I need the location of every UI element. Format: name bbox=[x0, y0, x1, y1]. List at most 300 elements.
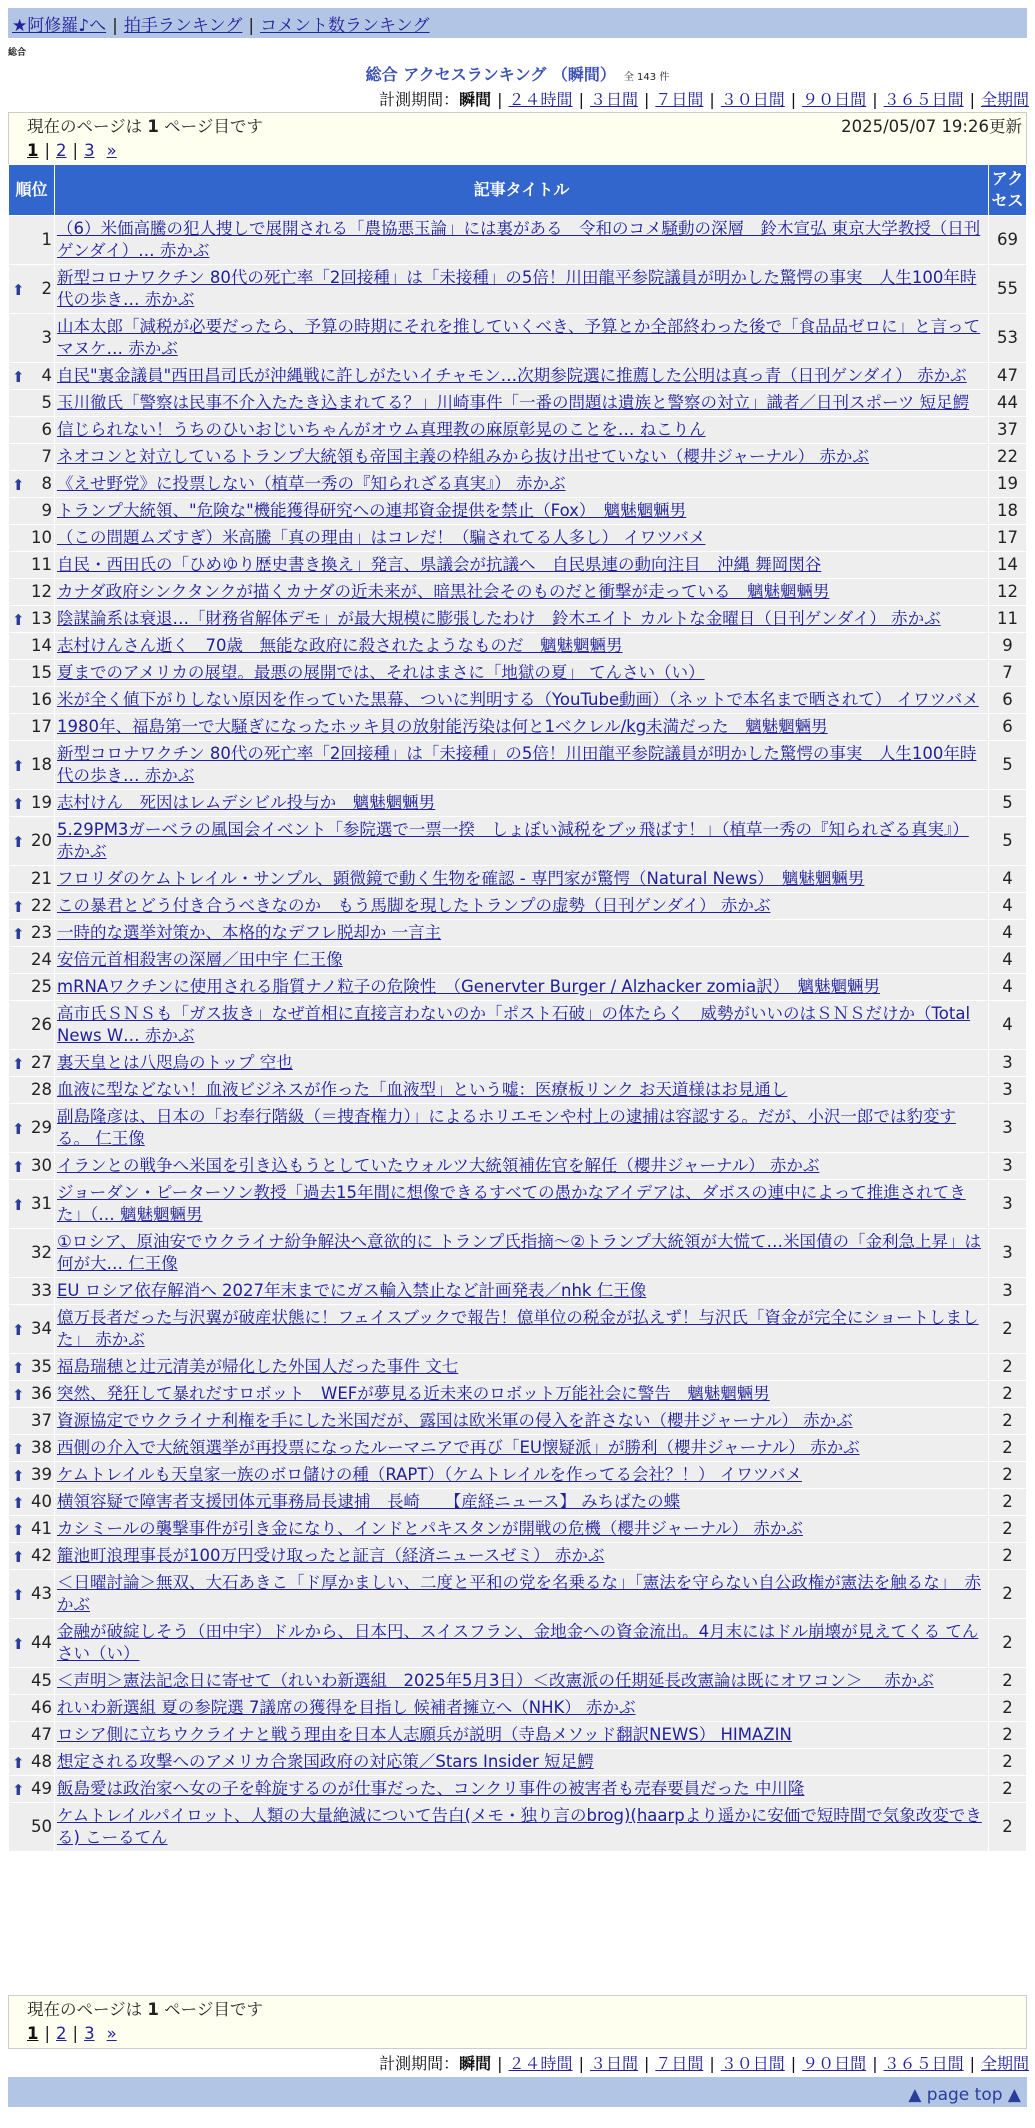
rank-number: 28 bbox=[31, 1080, 52, 1099]
up-arrow-icon: ⬆ bbox=[12, 1548, 25, 1566]
rank-number: 45 bbox=[31, 1671, 52, 1690]
article-title-link[interactable]: カナダ政府シンクタンクが描くカナダの近未来が、暗黒社会そのものだと衝撃が走っている 魑魅魍魎男 bbox=[57, 582, 830, 601]
up-arrow-icon: ⬆ bbox=[12, 1754, 25, 1772]
up-arrow-icon: ⬆ bbox=[12, 281, 25, 299]
access-count: 4 bbox=[989, 866, 1027, 893]
period-link-all[interactable]: 全期間 bbox=[980, 90, 1029, 109]
title-cell bbox=[55, 1462, 989, 1489]
rank-cell bbox=[9, 974, 55, 1001]
title-cell bbox=[55, 498, 989, 525]
next-page-link[interactable]: » bbox=[106, 141, 117, 160]
page-top-link[interactable]: ▲ page top ▲ bbox=[908, 2085, 1021, 2105]
period-link-24h[interactable]: ２４時間 bbox=[508, 90, 573, 109]
access-count: 2 bbox=[989, 1776, 1027, 1803]
access-count: 7 bbox=[989, 660, 1027, 687]
rank-number: 3 bbox=[41, 328, 52, 347]
title-cell bbox=[55, 1776, 989, 1803]
rank-number: 50 bbox=[31, 1817, 52, 1836]
rank-number: 48 bbox=[31, 1752, 52, 1771]
up-arrow-icon: ⬆ bbox=[12, 795, 25, 813]
access-count: 19 bbox=[989, 471, 1027, 498]
title-cell bbox=[55, 687, 989, 714]
table-row bbox=[9, 1180, 1027, 1229]
rank-cell bbox=[9, 579, 55, 606]
period-link-24h-bottom[interactable]: ２４時間 bbox=[508, 2054, 573, 2073]
article-title-link[interactable]: 金融が破綻しそう（田中宇）ドルから、日本円、スイスフラン、金地金への資金流出。4月末にはドル崩壊が見えてくる てんさい（い） bbox=[57, 1622, 979, 1663]
table-row bbox=[9, 1278, 1027, 1305]
table-row bbox=[9, 314, 1027, 363]
table-row bbox=[9, 1749, 1027, 1776]
access-count: 11 bbox=[989, 606, 1027, 633]
page-link-1-bottom: 1 bbox=[27, 2024, 39, 2043]
period-link-30d-bottom[interactable]: ３０日間 bbox=[720, 2054, 785, 2073]
rank-number: 34 bbox=[31, 1319, 52, 1338]
table-row bbox=[9, 1543, 1027, 1570]
table-row bbox=[9, 1381, 1027, 1408]
access-count: 17 bbox=[989, 525, 1027, 552]
rank-number: 16 bbox=[31, 690, 52, 709]
table-row bbox=[9, 1153, 1027, 1180]
updated-timestamp: 2025/05/07 19:26更新 bbox=[841, 117, 1022, 136]
article-title-link[interactable]: ケムトレイルも天皇家一族のボロ儲けの種（RAPT）（ケムトレイルを作ってる会社？！） イワツバメ bbox=[57, 1465, 802, 1484]
article-title-link[interactable]: 玉川徹氏「警察は民事不介入たたき込まれてる？」川崎事件「一番の問題は遺族と警察の対立」識者／日刊スポーツ 短足鰐 bbox=[57, 393, 970, 412]
rank-cell bbox=[9, 606, 55, 633]
table-row bbox=[9, 687, 1027, 714]
access-count: 4 bbox=[989, 1001, 1027, 1050]
rank-cell bbox=[9, 471, 55, 498]
title-cell bbox=[55, 552, 989, 579]
article-title-link[interactable]: 億万長者だった与沢翼が破産状態に！フェイスブックで報告！億単位の税金が払えず！与沢氏「資金が完全にショートしました」 赤かぶ bbox=[57, 1308, 979, 1349]
access-count: 2 bbox=[989, 1668, 1027, 1695]
title-cell bbox=[55, 1489, 989, 1516]
title-cell bbox=[55, 1305, 989, 1354]
period-label: 計測期間： bbox=[379, 90, 460, 109]
article-title-link[interactable]: 1980年、福島第一で大騒ぎになったホッキ貝の放射能汚染は何と1ベクレル/kg未満だった 魑魅魍魎男 bbox=[57, 717, 828, 736]
access-count: 6 bbox=[989, 687, 1027, 714]
article-title-link[interactable]: トランプ大統領、"危険な"機能獲得研究への連邦資金提供を禁止（Fox） 魑魅魍魎男 bbox=[57, 501, 687, 520]
rank-cell bbox=[9, 1381, 55, 1408]
rank-cell bbox=[9, 1229, 55, 1278]
rank-cell bbox=[9, 741, 55, 790]
top-nav-bar: ★阿修羅♪へ | 拍手ランキング | コメント数ランキング bbox=[8, 8, 1027, 38]
period-link-3d[interactable]: ３日間 bbox=[589, 90, 638, 109]
up-arrow-icon: ⬆ bbox=[12, 757, 25, 775]
article-title-link[interactable]: 想定される攻撃へのアメリカ合衆国政府の対応策／Stars Insider 短足鰐 bbox=[57, 1752, 594, 1771]
article-title-link[interactable]: 籠池町浪理事長が100万円受け取ったと証言（経済ニュースゼミ） 赤かぶ bbox=[57, 1546, 605, 1565]
article-title-link[interactable]: 自民"裏金議員"西田昌司氏が沖縄戦に許しがたいイチャモン…次期参院選に推薦した公明は真っ青（日刊ゲンダイ） 赤かぶ bbox=[57, 366, 967, 385]
article-title-link[interactable]: 西側の介入で大統領選挙が再投票になったルーマニアで再び「EU懐疑派」が勝利（櫻井ジャーナル） 赤かぶ bbox=[57, 1438, 860, 1457]
article-title-link[interactable]: 信じられない！うちのひいおじいちゃんがオウム真理教の麻原彰晃のことを… ねこりん bbox=[57, 420, 706, 439]
table-row bbox=[9, 1408, 1027, 1435]
col-access-header: アクセス bbox=[989, 165, 1027, 216]
table-row bbox=[9, 1803, 1027, 1852]
title-cell bbox=[55, 314, 989, 363]
page-link-2-bottom[interactable]: 2 bbox=[56, 2024, 67, 2043]
access-count: 3 bbox=[989, 1153, 1027, 1180]
rank-number: 26 bbox=[31, 1015, 52, 1034]
access-count: 2 bbox=[989, 1695, 1027, 1722]
rank-cell bbox=[9, 1668, 55, 1695]
table-row bbox=[9, 893, 1027, 920]
up-arrow-icon: ⬆ bbox=[12, 1586, 25, 1604]
rank-number: 18 bbox=[31, 755, 52, 774]
access-count: 3 bbox=[989, 1180, 1027, 1229]
article-title-link[interactable]: 志村けんさん逝く 70歳 無能な政府に殺されたようなものだ 魑魅魍魎男 bbox=[57, 636, 623, 655]
pagination: 1 | 2 | 3 » bbox=[27, 141, 117, 160]
title-cell bbox=[55, 1381, 989, 1408]
up-arrow-icon: ⬆ bbox=[12, 1321, 25, 1339]
table-row bbox=[9, 1001, 1027, 1050]
rank-number: 20 bbox=[31, 831, 52, 850]
access-count: 4 bbox=[989, 974, 1027, 1001]
rank-cell bbox=[9, 216, 55, 265]
up-arrow-icon: ⬆ bbox=[12, 1055, 25, 1073]
table-row bbox=[9, 579, 1027, 606]
article-title-link[interactable]: 血液に型などない！血液ビジネスが作った「血液型」という嘘：医療板リンク お天道様はお見通し bbox=[57, 1080, 788, 1099]
up-arrow-icon: ⬆ bbox=[12, 1521, 25, 1539]
up-arrow-icon: ⬆ bbox=[12, 1467, 25, 1485]
article-title-link[interactable]: （この問題ムズすぎ）米高騰「真の理由」はコレだ！（騙されてる人多し） イワツバメ bbox=[57, 528, 706, 547]
article-title-link[interactable]: 夏までのアメリカの展望。最悪の展開では、それはまさに「地獄の夏」 てんさい（い） bbox=[57, 663, 705, 682]
access-count: 2 bbox=[989, 1722, 1027, 1749]
rank-cell bbox=[9, 552, 55, 579]
title-cell bbox=[55, 1803, 989, 1852]
rank-number: 7 bbox=[41, 447, 52, 466]
table-row bbox=[9, 974, 1027, 1001]
access-count: 4 bbox=[989, 893, 1027, 920]
rank-cell bbox=[9, 314, 55, 363]
access-count: 5 bbox=[989, 741, 1027, 790]
up-arrow-icon: ⬆ bbox=[12, 1359, 25, 1377]
table-row bbox=[9, 1619, 1027, 1668]
rank-cell bbox=[9, 1050, 55, 1077]
table-row bbox=[9, 920, 1027, 947]
article-title-link[interactable]: 新型コロナワクチン 80代の死亡率「2回接種」は「未接種」の5倍！川田龍平参院議員が明かした驚愕の事実 人生100年時代の歩き… 赤かぶ bbox=[57, 268, 977, 309]
clap-ranking-link[interactable]: 拍手ランキング bbox=[123, 16, 243, 36]
access-count: 9 bbox=[989, 633, 1027, 660]
title-cell bbox=[55, 265, 989, 314]
article-title-link[interactable]: 横領容疑で障害者支援団体元事務局長逮捕 長崎 【産経ニュース】 みちばたの蝶 bbox=[57, 1492, 681, 1511]
rank-cell bbox=[9, 893, 55, 920]
table-row bbox=[9, 1668, 1027, 1695]
table-row bbox=[9, 552, 1027, 579]
rank-cell bbox=[9, 265, 55, 314]
title-cell bbox=[55, 216, 989, 265]
article-title-link[interactable]: 高市氏ＳＮＳも「ガス抜き」なぜ首相に直接言わないのか「ポスト石破」の体たらく 威勢がいいのはＳＮＳだけか（Total News W… 赤かぶ bbox=[57, 1004, 971, 1045]
comment-ranking-link[interactable]: コメント数ランキング bbox=[260, 16, 430, 36]
category-label: 総合 bbox=[8, 48, 27, 58]
table-row bbox=[9, 1516, 1027, 1543]
period-link-90d[interactable]: ９０日間 bbox=[802, 90, 867, 109]
article-title-link[interactable]: 飯島愛は政治家へ女の子を斡旋するのが仕事だった、コンクリ事件の被害者も売春要員だった 中川隆 bbox=[57, 1779, 805, 1798]
rank-cell bbox=[9, 1153, 55, 1180]
table-row bbox=[9, 714, 1027, 741]
table-row bbox=[9, 606, 1027, 633]
title-cell bbox=[55, 417, 989, 444]
access-count: 69 bbox=[989, 216, 1027, 265]
up-arrow-icon: ⬆ bbox=[12, 611, 25, 629]
rank-number: 49 bbox=[31, 1779, 52, 1798]
up-arrow-icon: ⬆ bbox=[12, 925, 25, 943]
rank-number: 8 bbox=[41, 474, 52, 493]
table-row bbox=[9, 1722, 1027, 1749]
title-cell bbox=[55, 1543, 989, 1570]
title-cell bbox=[55, 1435, 989, 1462]
up-arrow-icon: ⬆ bbox=[12, 1635, 25, 1653]
table-row bbox=[9, 471, 1027, 498]
access-count: 18 bbox=[989, 498, 1027, 525]
article-title-link[interactable]: ロシア側に立ちウクライナと戦う理由を日本人志願兵が説明（寺島メソッド翻訳NEWS） HIMAZIN bbox=[57, 1725, 792, 1744]
table-row bbox=[9, 817, 1027, 866]
rank-cell bbox=[9, 1001, 55, 1050]
access-count: 3 bbox=[989, 1050, 1027, 1077]
rank-cell bbox=[9, 660, 55, 687]
up-arrow-icon: ⬆ bbox=[12, 898, 25, 916]
table-row bbox=[9, 741, 1027, 790]
period-link-7d-bottom[interactable]: ７日間 bbox=[655, 2054, 704, 2073]
article-title-link[interactable]: 福島瑞穂と辻元清美が帰化した外国人だった事件 文七 bbox=[57, 1357, 459, 1376]
rank-number: 22 bbox=[31, 896, 52, 915]
article-title-link[interactable]: 資源協定でウクライナ利権を手にした米国だが、露国は欧米軍の侵入を許さない（櫻井ジャーナル） 赤かぶ bbox=[57, 1411, 853, 1430]
table-header bbox=[9, 165, 1027, 216]
title-cell bbox=[55, 1668, 989, 1695]
article-title-link[interactable]: EU ロシア依存解消へ 2027年末までにガス輸入禁止など計画発表／nhk 仁王像 bbox=[57, 1281, 647, 1300]
rank-number: 29 bbox=[31, 1118, 52, 1137]
rank-cell bbox=[9, 947, 55, 974]
access-count: 4 bbox=[989, 947, 1027, 974]
table-row bbox=[9, 660, 1027, 687]
rank-number: 27 bbox=[31, 1053, 52, 1072]
title-cell bbox=[55, 1749, 989, 1776]
period-link-7d[interactable]: ７日間 bbox=[655, 90, 704, 109]
table-row bbox=[9, 1570, 1027, 1619]
current-page-number-bottom: 1 bbox=[147, 2000, 159, 2019]
article-title-link[interactable]: 志村けん 死因はレムデシビル投与か 魑魅魍魎男 bbox=[57, 793, 436, 812]
period-link-30d[interactable]: ３０日間 bbox=[720, 90, 785, 109]
article-title-link[interactable]: 新型コロナワクチン 80代の死亡率「2回接種」は「未接種」の5倍！川田龍平参院議員が明かした驚愕の事実 人生100年時代の歩き… 赤かぶ bbox=[57, 744, 977, 785]
rank-number: 9 bbox=[41, 501, 52, 520]
page-link-3-bottom[interactable]: 3 bbox=[84, 2024, 95, 2043]
title-cell bbox=[55, 714, 989, 741]
rank-cell bbox=[9, 1516, 55, 1543]
rank-cell bbox=[9, 1803, 55, 1852]
title-cell bbox=[55, 1354, 989, 1381]
rank-number: 38 bbox=[31, 1438, 52, 1457]
article-title-link[interactable]: フロリダのケムトレイル・サンプル、顕微鏡で動く生物を確認 - 専門家が驚愕（Natural News） 魑魅魍魎男 bbox=[57, 869, 865, 888]
next-page-link-bottom[interactable]: » bbox=[106, 2024, 117, 2043]
up-arrow-icon: ⬆ bbox=[12, 1158, 25, 1176]
article-title-link[interactable]: この暴君とどう付き合うべきなのか もう馬脚を現したトランプの虚勢（日刊ゲンダイ） 赤かぶ bbox=[57, 896, 771, 915]
title-cell bbox=[55, 363, 989, 390]
rank-number: 12 bbox=[31, 582, 52, 601]
footer-bar bbox=[8, 2077, 1027, 2107]
up-arrow-icon: ⬆ bbox=[12, 476, 25, 494]
article-title-link[interactable]: ジョーダン・ピーターソン教授「過去15年間に想像できるすべての愚かなアイデアは、ダボスの連中によって推進されてきた」（… 魑魅魍魎男 bbox=[57, 1183, 966, 1224]
rank-cell bbox=[9, 1776, 55, 1803]
table-row bbox=[9, 1050, 1027, 1077]
period-link-3d-bottom[interactable]: ３日間 bbox=[589, 2054, 638, 2073]
article-title-link[interactable]: カシミールの襲撃事件が引き金になり、インドとパキスタンが開戦の危機（櫻井ジャーナル） 赤かぶ bbox=[57, 1519, 803, 1538]
home-link[interactable]: ★阿修羅♪へ bbox=[12, 16, 107, 36]
rank-number: 5 bbox=[41, 393, 52, 412]
title-cell bbox=[55, 1001, 989, 1050]
rank-number: 17 bbox=[31, 717, 52, 736]
rank-cell bbox=[9, 1305, 55, 1354]
access-count: 5 bbox=[989, 817, 1027, 866]
title-cell bbox=[55, 1229, 989, 1278]
access-count: 47 bbox=[989, 363, 1027, 390]
rank-number: 43 bbox=[31, 1584, 52, 1603]
rank-cell bbox=[9, 1695, 55, 1722]
rank-number: 44 bbox=[31, 1633, 52, 1652]
title-cell bbox=[55, 660, 989, 687]
title-cell bbox=[55, 471, 989, 498]
rank-cell bbox=[9, 790, 55, 817]
rank-number: 24 bbox=[31, 950, 52, 969]
title-cell bbox=[55, 790, 989, 817]
table-row bbox=[9, 1104, 1027, 1153]
title-cell bbox=[55, 866, 989, 893]
rank-number: 42 bbox=[31, 1546, 52, 1565]
article-title-link[interactable]: 裏天皇とは八咫烏のトップ 空也 bbox=[57, 1053, 293, 1072]
access-count: 2 bbox=[989, 1749, 1027, 1776]
access-count: 3 bbox=[989, 1278, 1027, 1305]
table-row bbox=[9, 1354, 1027, 1381]
rank-number: 32 bbox=[31, 1243, 52, 1262]
article-title-link[interactable]: 《えせ野党》に投票しない（植草一秀の『知られざる真実』） 赤かぶ bbox=[57, 474, 566, 493]
article-title-link[interactable]: 一時的な選挙対策か、本格的なデフレ脱却か 一言主 bbox=[57, 923, 442, 942]
table-row bbox=[9, 1077, 1027, 1104]
rank-number: 41 bbox=[31, 1519, 52, 1538]
title-cell bbox=[55, 1695, 989, 1722]
article-title-link[interactable]: 副島隆彦は、日本の「お奉行階級（＝捜査権力）」によるホリエモンや村上の逮捕は容認する。だが、小沢一郎では豹変する。 仁王像 bbox=[57, 1107, 956, 1148]
article-title-link[interactable]: れいわ新選組 夏の参院選 7議席の獲得を目指し 候補者擁立へ（NHK） 赤かぶ bbox=[57, 1698, 636, 1717]
article-title-link[interactable]: 山本太郎「減税が必要だったら、予算の時期にそれを推していくべき、予算とか全部終わった後で「食品品ゼロに」と言ってマヌケ… 赤かぶ bbox=[57, 317, 981, 358]
table-row bbox=[9, 866, 1027, 893]
up-arrow-icon: ⬆ bbox=[12, 1120, 25, 1138]
article-title-link[interactable]: （6）米価高騰の犯人捜しで展開される「農協悪玉論」には裏がある 令和のコメ騒動の深層 鈴木宣弘 東京大学教授（日刊ゲンダイ）… 赤かぶ bbox=[57, 219, 981, 260]
rank-cell bbox=[9, 444, 55, 471]
rank-cell bbox=[9, 1180, 55, 1229]
access-count: 22 bbox=[989, 444, 1027, 471]
title-cell bbox=[55, 1153, 989, 1180]
article-title-link[interactable]: ネオコンと対立しているトランプ大統領も帝国主義の枠組みから抜け出せていない（櫻井ジャーナル） 赤かぶ bbox=[57, 447, 869, 466]
title-cell bbox=[55, 741, 989, 790]
rank-cell bbox=[9, 1408, 55, 1435]
access-count: 2 bbox=[989, 1305, 1027, 1354]
paging-box-bottom: 現在のページは 1 ページ目です 1 | 2 | 3 » bbox=[8, 1995, 1027, 2049]
table-row bbox=[9, 790, 1027, 817]
pagination-bottom: 1 | 2 | 3 » bbox=[27, 2024, 117, 2043]
article-title-link[interactable]: ①ロシア、原油安でウクライナ紛争解決へ意欲的に トランプ氏指摘～②トランプ大統領が大慌て…米国債の「金利急上昇」は何が大… 仁王像 bbox=[57, 1232, 982, 1273]
rank-cell bbox=[9, 1619, 55, 1668]
article-title-link[interactable]: mRNAワクチンに使用される脂質ナノ粒子の危険性 （Genervter Burger / Alzhacker zomia訳） 魑魅魍魎男 bbox=[57, 977, 881, 996]
page-link-2[interactable]: 2 bbox=[56, 141, 67, 160]
up-arrow-icon: ⬆ bbox=[12, 1781, 25, 1799]
rank-number: 14 bbox=[31, 636, 52, 655]
article-title-link[interactable]: 5.29PM3ガーベラの風国会イベント「参院選で一票一揆 しょぼい減税をブッ飛ばす！」（植草一秀の『知られざる真実』） 赤かぶ bbox=[57, 820, 969, 861]
table-row bbox=[9, 363, 1027, 390]
up-arrow-icon: ⬆ bbox=[12, 1440, 25, 1458]
article-title-link[interactable]: ＜日曜討論＞無双、大石あきこ「ド厚かましい、二度と平和の党を名乗るな」「憲法を守らない自公政権が憲法を触るな」 赤かぶ bbox=[57, 1573, 981, 1614]
access-count: 2 bbox=[989, 1619, 1027, 1668]
title-cell bbox=[55, 1408, 989, 1435]
access-count: 14 bbox=[989, 552, 1027, 579]
article-title-link[interactable]: 安倍元首相殺害の深層／田中宇 仁王像 bbox=[57, 950, 343, 969]
title-cell bbox=[55, 1050, 989, 1077]
access-count: 44 bbox=[989, 390, 1027, 417]
table-row bbox=[9, 265, 1027, 314]
page-link-1: 1 bbox=[27, 141, 39, 160]
title-cell bbox=[55, 1570, 989, 1619]
period-link-90d-bottom[interactable]: ９０日間 bbox=[802, 2054, 867, 2073]
article-title-link[interactable]: 陰謀論系は衰退…「財務省解体デモ」が最大規模に膨張したわけ 鈴木エイト カルトな金曜日（日刊ゲンダイ） 赤かぶ bbox=[57, 609, 941, 628]
table-row bbox=[9, 525, 1027, 552]
title-cell bbox=[55, 817, 989, 866]
table-row bbox=[9, 1695, 1027, 1722]
article-title-link[interactable]: ＜声明＞憲法記念日に寄せて（れいわ新選組 2025年5月3日）＜改憲派の任期延長改憲論は既にオワコン＞ 赤かぶ bbox=[57, 1671, 934, 1690]
table-row bbox=[9, 1462, 1027, 1489]
title-cell bbox=[55, 893, 989, 920]
rank-cell bbox=[9, 417, 55, 444]
title-cell bbox=[55, 444, 989, 471]
title-cell bbox=[55, 920, 989, 947]
access-count: 3 bbox=[989, 1077, 1027, 1104]
period-link-365d[interactable]: ３６５日間 bbox=[883, 90, 964, 109]
page-title bbox=[0, 62, 1035, 85]
access-count: 6 bbox=[989, 714, 1027, 741]
rank-cell bbox=[9, 920, 55, 947]
table-row bbox=[9, 417, 1027, 444]
title-cell bbox=[55, 525, 989, 552]
rank-cell bbox=[9, 687, 55, 714]
access-count: 4 bbox=[989, 920, 1027, 947]
rank-number: 10 bbox=[31, 528, 52, 547]
up-arrow-icon: ⬆ bbox=[12, 1386, 25, 1404]
table-row bbox=[9, 444, 1027, 471]
rank-number: 25 bbox=[31, 977, 52, 996]
title-cell bbox=[55, 1619, 989, 1668]
rank-cell bbox=[9, 1104, 55, 1153]
current-page-number: 1 bbox=[147, 117, 159, 136]
article-title-link[interactable]: ケムトレイルパイロット、人類の大量絶滅について告白(メモ・独り言のbrog)(haarpより遥かに安価で短時間で気象改変できる) こーるてん bbox=[57, 1806, 982, 1847]
rank-cell bbox=[9, 633, 55, 660]
access-count: 3 bbox=[989, 1104, 1027, 1153]
article-title-link[interactable]: 突然、発狂して暴れだすロボット WEFが夢見る近未来のロボット万能社会に警告 魑魅魍魎男 bbox=[57, 1384, 770, 1403]
period-link-365d-bottom[interactable]: ３６５日間 bbox=[883, 2054, 964, 2073]
ranking-title: 総合 アクセスランキング （瞬間） bbox=[365, 65, 616, 84]
article-title-link[interactable]: 米が全く値下がりしない原因を作っていた黒幕、ついに判明する（YouTube動画）（ネットで本名まで晒されて） イワツバメ bbox=[57, 690, 979, 709]
table-row bbox=[9, 1489, 1027, 1516]
period-link-all-bottom[interactable]: 全期間 bbox=[980, 2054, 1029, 2073]
up-arrow-icon: ⬆ bbox=[12, 833, 25, 851]
title-cell bbox=[55, 947, 989, 974]
rank-cell bbox=[9, 1354, 55, 1381]
article-title-link[interactable]: 自民・西田氏の「ひめゆり歴史書き換え」発言、県議会が抗議へ 自民県連の動向注目 沖縄 舞岡関谷 bbox=[57, 555, 822, 574]
page-link-3[interactable]: 3 bbox=[84, 141, 95, 160]
table-row bbox=[9, 947, 1027, 974]
rank-number: 37 bbox=[31, 1411, 52, 1430]
access-count: 2 bbox=[989, 1543, 1027, 1570]
table-row bbox=[9, 390, 1027, 417]
rank-cell bbox=[9, 1435, 55, 1462]
article-title-link[interactable]: イランとの戦争へ米国を引き込もうとしていたウォルツ大統領補佐官を解任（櫻井ジャーナル） 赤かぶ bbox=[57, 1156, 820, 1175]
title-cell bbox=[55, 1104, 989, 1153]
rank-cell bbox=[9, 390, 55, 417]
period-current: 瞬間 bbox=[459, 90, 492, 109]
col-rank-header: 順位 bbox=[9, 165, 55, 216]
table-row bbox=[9, 1229, 1027, 1278]
